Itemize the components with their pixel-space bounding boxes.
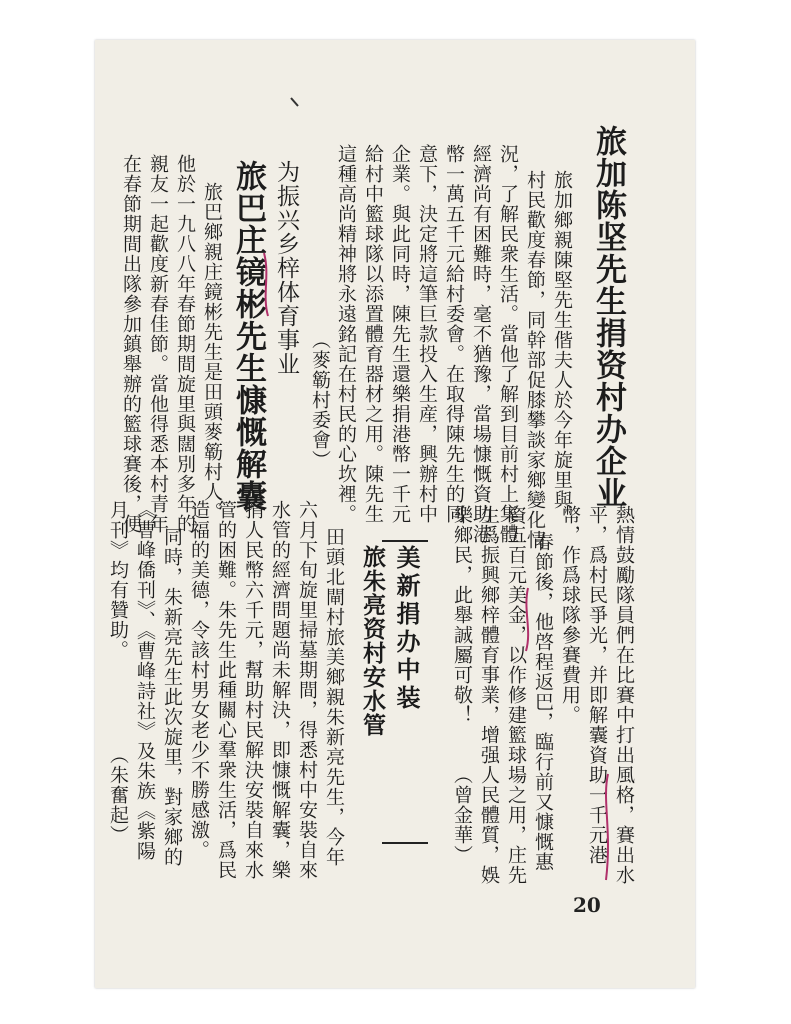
article2-line: 旅巴鄉親庄鏡彬先生是田頭麥簕村人。 bbox=[201, 182, 223, 522]
article2-cont-line: 幣，作爲球隊參賽費用。 bbox=[559, 505, 581, 725]
article3-credit: （朱奮起） bbox=[107, 745, 129, 845]
article2-line: 他於一九八八年春節期間旋里與闊別多年的 bbox=[174, 154, 196, 534]
article2-cont-line: 熱情鼓勵隊員們在比賽中打出風格，賽出水 bbox=[613, 505, 635, 885]
pen-mark-tick-icon bbox=[288, 95, 302, 109]
article2-cont-credit: （曾金華） bbox=[451, 765, 473, 865]
article2-cont-line: 生爲振興鄉梓體育事業，增强人民體質，娛 bbox=[478, 505, 500, 885]
article1-line: 經濟尚有困難時，毫不猶豫，當場慷慨資助港 bbox=[470, 144, 492, 544]
article2-cont-line: 平，爲村民爭光，并即解囊資助一千元港 bbox=[586, 505, 608, 865]
article1-line: 意下，決定將這筆巨款投入生産，興辦村中 bbox=[416, 144, 438, 524]
article1-line: 旅加鄉親陳堅先生偕夫人於今年旋里與 bbox=[551, 170, 573, 510]
article3-line: 六月下旬旋里掃墓期間，得悉村中安裝自來 bbox=[296, 500, 318, 880]
article3-line: 捐人民幣六千元，幫助村民解決安裝自來水 bbox=[242, 500, 264, 880]
pen-mark-underline-icon bbox=[598, 770, 618, 885]
article1-line: 村民歡度春節，同幹部促膝攀談家鄉變化情 bbox=[524, 170, 546, 550]
article2-line: 親友一起歡度新春佳節。當他得悉本村青年 bbox=[147, 154, 169, 534]
article2-subtitle: 为振兴乡梓体育事业 bbox=[273, 160, 299, 376]
article3-line: 造福的美德，令該村男女老少不勝感激。 bbox=[188, 500, 210, 860]
article2-title: 旅巴庄镜彬先生慷慨解囊 bbox=[230, 160, 266, 512]
article3-line: 同時，朱新亮先生此次旋里，對家鄉的 bbox=[161, 527, 183, 867]
article3-line: 管的困難。朱先生此種關心羣衆生活，爲民 bbox=[215, 500, 237, 880]
article1-line: 這種高尚精神將永遠銘記在村民的心坎裡。 bbox=[335, 144, 357, 524]
article2-line: 在春節期間出隊參加鎮舉辦的籃球賽後，便 bbox=[120, 154, 142, 534]
article3-line: 水管的經濟問題尚未解決，即慷慨解囊，樂 bbox=[269, 500, 291, 880]
article3-title-left: 旅朱亮资村安水管 bbox=[359, 545, 386, 737]
article1-credit: （麥簕村委會） bbox=[309, 330, 331, 470]
article3-line: 《曹峰僑刊》、《曹峰詩社》及朱族《紫陽 bbox=[134, 500, 156, 861]
article1-line: 企業。與此同時，陳先生還樂捐港幣一千元 bbox=[389, 144, 411, 524]
article1-line: 給村中籃球隊以添置體育器材之用。陳先生 bbox=[362, 144, 384, 524]
article1-title: 旅加陈坚先生捐资村办企业 bbox=[590, 125, 626, 509]
article1-line: 況，了解民衆生活。當他了解到目前村上集體 bbox=[497, 144, 519, 544]
pen-mark-underline-icon bbox=[258, 250, 274, 320]
article1-line: 幣一萬五千元給村委會。在取得陳先生的同 bbox=[443, 144, 465, 524]
article2-cont-line: 春節後，他啓程返巴，臨行前又慷慨惠 bbox=[532, 532, 554, 872]
article2-cont-line: 資五百元美金，以作修建籃球場之用，庄先 bbox=[505, 505, 527, 885]
page-number: 20 bbox=[573, 893, 601, 917]
article3-line: 田頭北閘村旅美鄉親朱新亮先生，今年 bbox=[323, 527, 345, 867]
article2-cont-line: 樂鄉民，此舉誠屬可敬！ bbox=[451, 505, 473, 725]
pen-mark-underline-icon bbox=[520, 585, 536, 655]
article3-line: 月刊》均有贊助。 bbox=[107, 500, 129, 660]
article3-title-right: 美新捐办中装 bbox=[392, 545, 421, 713]
